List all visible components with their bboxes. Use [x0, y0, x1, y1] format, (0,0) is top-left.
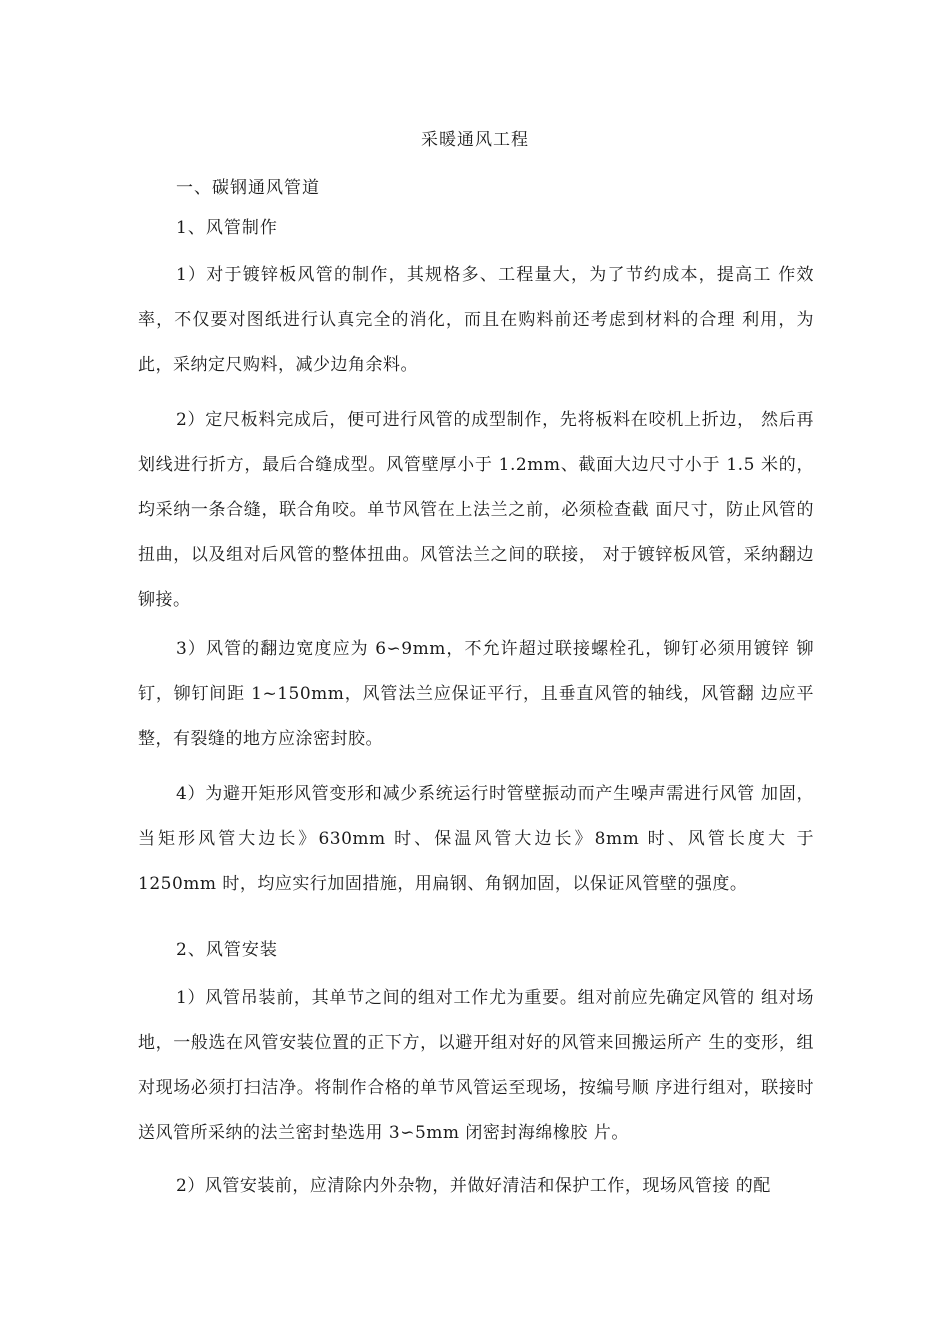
page-title: 采暖通风工程: [421, 130, 529, 150]
paragraph-flange-riveting: 3）风管的翻边宽度应为 6∽9mm，不允许超过联接螺栓孔，铆钉必须用镀锌 铆钉，铆钉间距 1~150mm，风管法兰应保证平行，且垂直风管的轴线，风管翻 边应平整，有裂缝的地方应涂密封胶。: [138, 639, 814, 749]
paragraph-duct-cleaning: 2）风管安装前，应清除内外杂物，并做好清洁和保护工作，现场风管接 的配: [176, 1176, 771, 1196]
paragraph-galvanized-duct-fabrication: 1）对于镀锌板风管的制作，其规格多、工程量大，为了节约成本，提高工 作效率，不仅要对图纸进行认真完全的消化，而且在购料前还考虑到材料的合理 利用，为此，采纳定尺购料，减少边角余料。: [138, 265, 814, 375]
subsection-heading-duct-installation: 2、风管安装: [176, 940, 278, 960]
subsection-heading-duct-fabrication: 1、风管制作: [176, 218, 278, 238]
paragraph-sheet-forming: 2）定尺板料完成后，便可进行风管的成型制作，先将板料在咬机上折边， 然后再划线进行折方，最后合缝成型。风管壁厚小于 1.2mm、截面大边尺寸小于 1.5 米的，均采纳一条合缝，联合角咬。单节风管在上法兰之前，必须检查截 面尺寸，防止风管的扭曲，以及组对后风管的整体扭曲。风管法兰之间的联接， 对于镀锌板风管，采纳翻边铆接。: [138, 410, 814, 610]
paragraph-duct-assembly: 1）风管吊装前，其单节之间的组对工作尤为重要。组对前应先确定风管的 组对场地，一般选在风管安装位置的正下方，以避开组对好的风管来回搬运所产 生的变形，组对现场必须打扫洁净。将制作合格的单节风管运至现场，按编号顺 序进行组对，联接时送风管所采纳的法兰密封垫选用 3∽5mm 闭密封海绵橡胶 片。: [138, 988, 814, 1143]
section-heading-carbon-steel-duct: 一、碳钢通风管道: [176, 178, 320, 198]
paragraph-duct-reinforcement: 4）为避开矩形风管变形和减少系统运行时管壁振动而产生噪声需进行风管 加固，当矩形风管大边长》630mm 时、保温风管大边长》8mm 时、风管长度大 于 1250mm 时，均应实行加固措施，用扁钢、角钢加固，以保证风管壁的强度。: [138, 784, 814, 894]
